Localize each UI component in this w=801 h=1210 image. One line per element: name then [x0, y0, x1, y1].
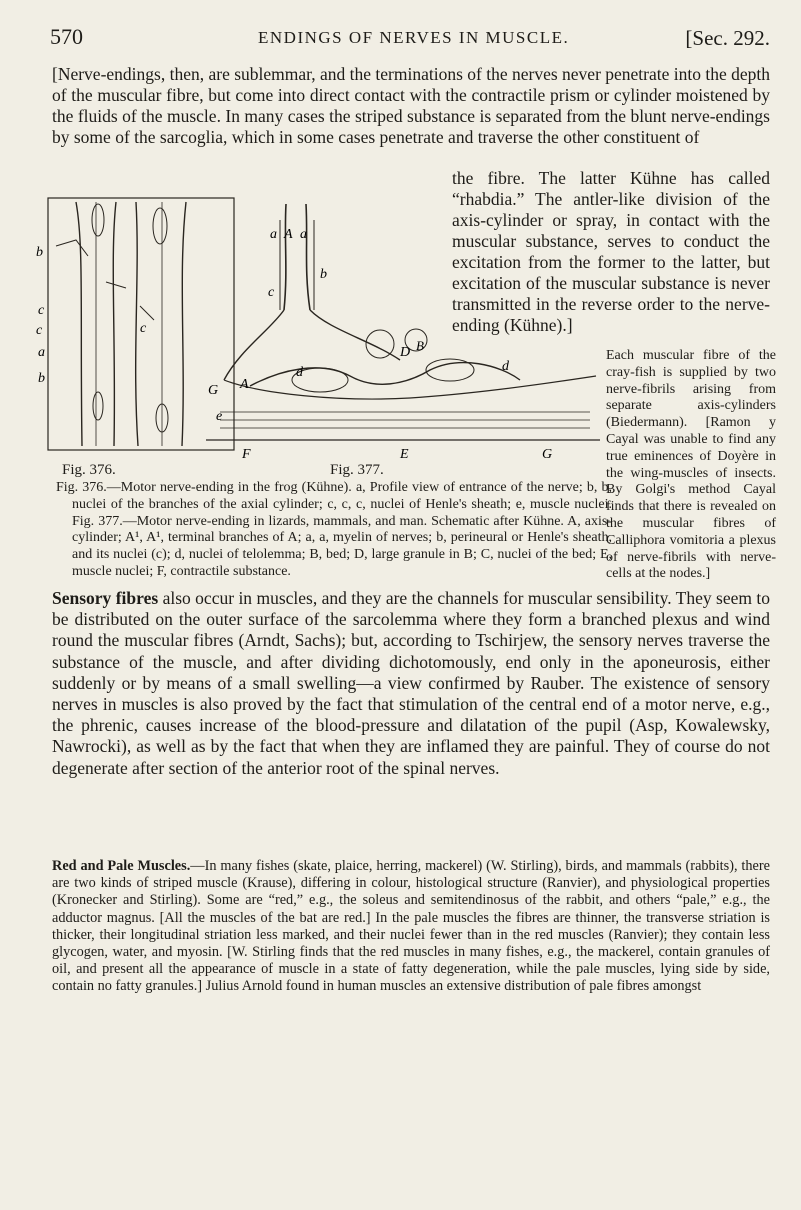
fig377-letter-a: a	[270, 227, 277, 242]
running-head: ENDINGS OF NERVES IN MUSCLE.	[258, 28, 570, 47]
fig377-letter-A: A	[284, 227, 293, 242]
fig377-letter-D: D	[400, 345, 411, 360]
fig377-letter-F: F	[242, 447, 251, 460]
fig377-letter-G2: G	[542, 447, 553, 460]
figure-376-label: Fig. 376.	[62, 462, 116, 478]
fig376-letter-b2: b	[38, 371, 45, 386]
paragraph-nerve-endings: [Nerve-endings, then, are sublemmar, and the terminations of the nerves never penetrate into the depth of the muscular fibre, but come into direct contact with the contractile prism or cylinder moistened by the fluids of the muscle. In many cases the striped substance is separated from the blunt nerve-endings by some of the sarcoglia, which in some cases penetrate and traverse the other constituent of	[52, 64, 770, 147]
page-header	[50, 20, 770, 60]
page-number: 570	[50, 24, 83, 49]
fig377-letter-A1: A	[240, 377, 249, 392]
fig377-letter-d2: d	[502, 359, 509, 374]
figure-caption: Fig. 376.—Motor nerve-ending in the frog (Kühne). a, Profile view of entrance of the nerve; b, b, nuclei of the branches of the axial cylinder; c, c, c, nuclei of Henle's sheath; e, muscle nuclei. Fig. 377.—Motor nerve-ending in lizards, mammals, and man. Schematic after Kühne. A, axis-cylinder; A¹, A¹, terminal branches of A; a, a, myelin of nerves; b, perineural or Henle's sheath, and its nuclei (c); d, nuclei of telolemma; B, bed; D, large granule in B; C, nuclei of the bed; E, muscle nuclei; F, contractile substance.	[56, 480, 612, 579]
figure-area	[8, 164, 604, 464]
fig377-letter-E: E	[400, 447, 409, 460]
fig377-letter-G: G	[208, 383, 219, 398]
paragraph-sensory-fibres	[52, 588, 770, 779]
fig377-letter-a2: a	[300, 227, 307, 242]
fig377-letter-c: c	[268, 285, 275, 300]
fig377-letter-d: d	[296, 365, 303, 380]
fig376-letter-a: a	[38, 345, 45, 360]
sensory-fibres-heading: Sensory fibres	[52, 588, 159, 608]
fig376-letter-e: e	[216, 409, 223, 424]
fig376-letter-c2: c	[36, 323, 43, 338]
figure-377-label: Fig. 377.	[330, 462, 384, 478]
fig376-letter-c: c	[38, 303, 45, 318]
sidenote: Each muscular fibre of the cray-fish is supplied by two nerve-fibrils arising from separate axis-cylinders (Biedermann). [Ramon y Cayal was unable to find any true eminences of Doyère in the wing-muscles of insects. By Golgi's method Cayal finds that there is revealed on the muscular fibres of Calliphora vomitoria a plexus of nerve-fibrils with nerve-cells at the nodes.]	[606, 348, 776, 582]
fig377-letter-b: b	[320, 267, 327, 282]
fig377-letter-B: B	[416, 338, 424, 353]
red-pale-muscles-heading: Red and Pale Muscles.	[52, 858, 191, 874]
section-number: [Sec. 292.	[685, 26, 770, 50]
fig376-letter-b: b	[36, 245, 43, 260]
sensory-fibres-text: also occur in muscles, and they are the channels for muscular sensibility. They seem to be distributed on the outer surface of the sarcolemma where they form a branched plexus and wind round the muscular fibres (Arndt, Sachs); but, according to Tschirjew, the sensory nerves traverse the substance of the muscle, and after dividing dichotomously, end only in the aponeurosis, either suddenly or by means of a small swelling—a view confirmed by Rauber. The existence of sensory nerves in muscles is also proved by the fact that stimulation of the central end of a motor nerve, e.g., the phrenic, causes increase of the blood-pressure and dilatation of the pupil (Asp, Kowalewsky, Nawrocki), as well as by the fact that when they are inflamed they are painful. They of course do not degenerate after section of the anterior root of the spinal nerves.	[52, 588, 770, 778]
paragraph-red-pale-muscles	[52, 858, 770, 996]
red-pale-muscles-text: —In many fishes (skate, plaice, herring, mackerel) (W. Stirling), birds, and mammals (rabbits), there are two kinds of striped muscle (Krause), differing in colour, histological structure (Ranvier), and physiological properties (Kronecker and Stirling). Some are “red,” e.g., the soleus and semitendinosus of the rabbit, and others “pale,” e.g., the adductor magnus. [All the muscles of the bat are red.] In the pale muscles the fibres are thinner, the transverse striation is thicker, their longitudinal striation less marked, and their nuclei fewer than in the red muscles (Ranvier); they contain less glycogen, water, and myosin. [W. Stirling finds that the red muscles in many fishes, e.g., the mackerel, contain granules of oil, and present all the appearance of muscle in a state of fatty degeneration, while the pale muscles, lying side by side, contain no fatty granules.] Julius Arnold found in human muscles an extensive distribution of pale fibres amongst	[52, 858, 770, 995]
figure-377-illustration	[200, 180, 604, 460]
paragraph-rhabdia: the fibre. The latter Kühne has called “rhabdia.” The antler-like division of the axis-cylinder or spray, in contact with the muscular substance, serves to conduct the excitation from the former to the latter, but excitation of the muscular substance is never transmitted in the reverse order to the nerve-ending (Kühne).]	[452, 168, 770, 335]
fig376-letter-c3: c	[140, 321, 147, 336]
